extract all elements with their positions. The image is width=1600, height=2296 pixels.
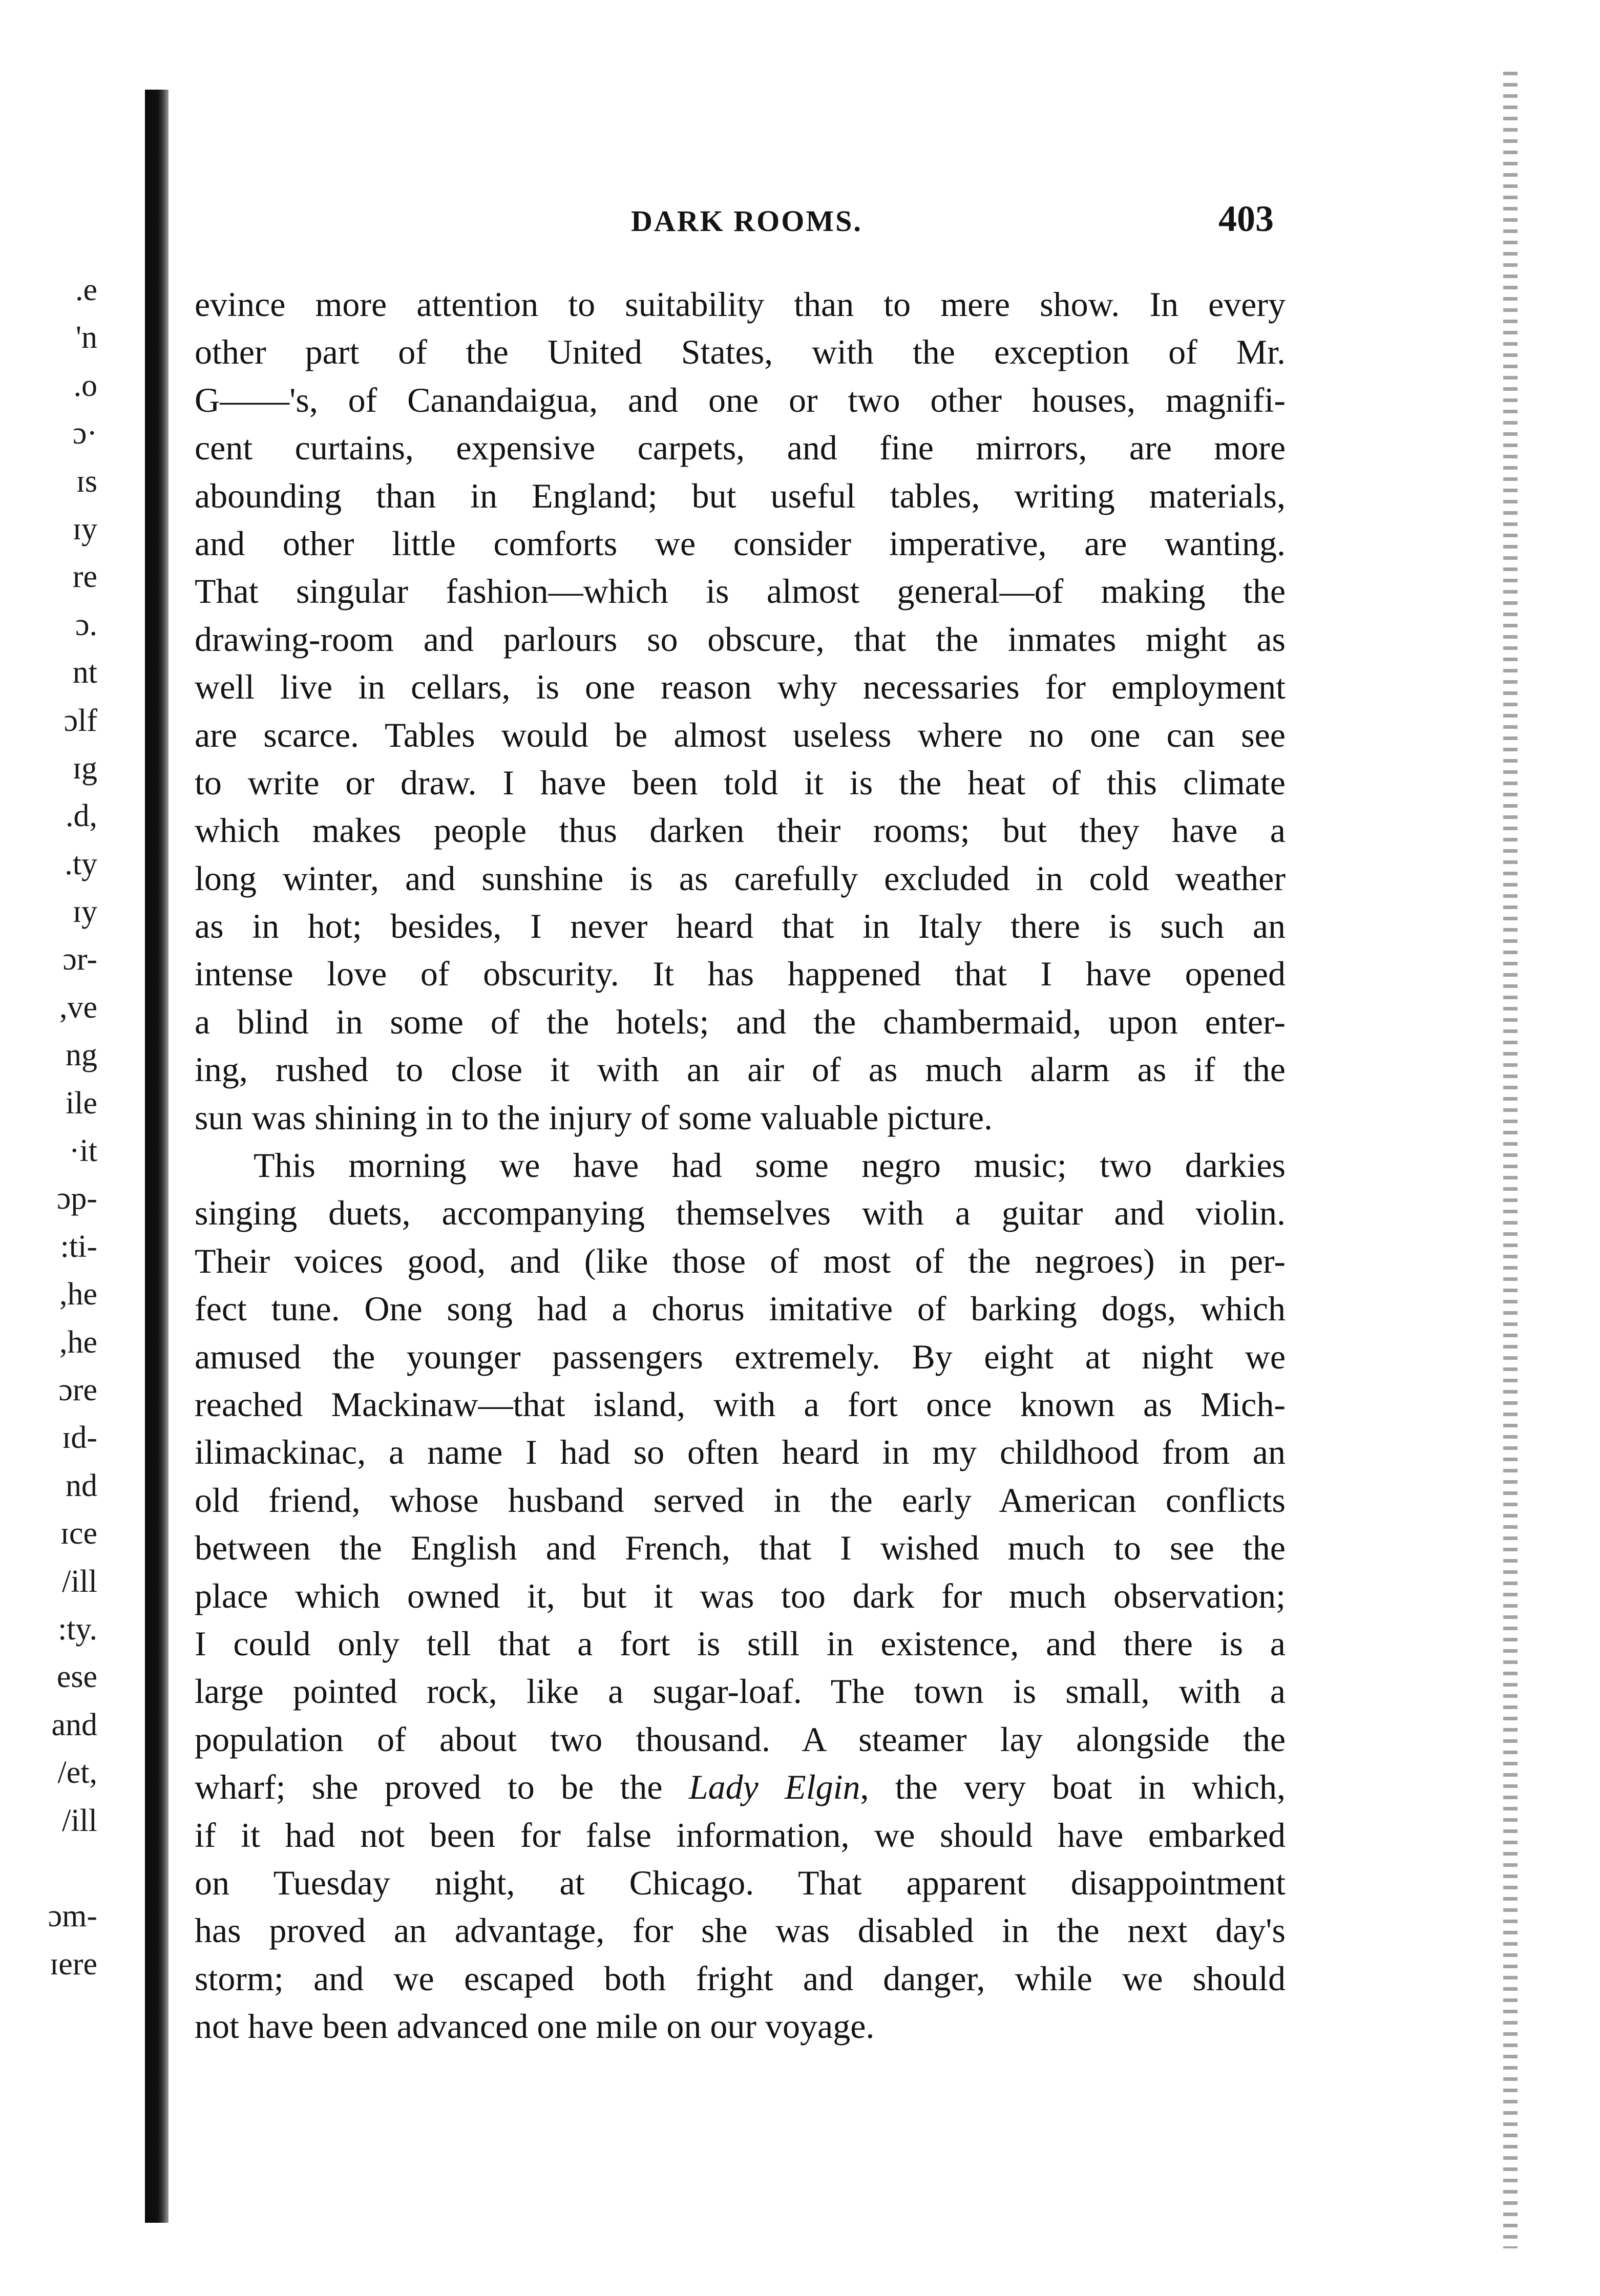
text-line: evince more attention to suitability than to mere show. In every bbox=[195, 285, 1286, 324]
text-line: and other little comforts we consider imperative, are wanting. bbox=[195, 523, 1286, 563]
text-line: long winter, and sunshine is as carefully excluded in cold weather bbox=[195, 858, 1286, 898]
text-line: between the English and French, that I wished much to see the bbox=[195, 1528, 1286, 1568]
previous-page-fragment: nt bbox=[72, 655, 97, 690]
text-line: on Tuesday night, at Chicago. That apparent disappointment bbox=[195, 1863, 1286, 1902]
previous-page-fragment: ,he bbox=[59, 1277, 97, 1312]
previous-page-fragment: ɪd- bbox=[62, 1420, 97, 1456]
page-number: 403 bbox=[1218, 198, 1274, 239]
previous-page-fragment: ng bbox=[66, 1038, 97, 1073]
page-edge-artifacts bbox=[1503, 72, 1518, 2248]
previous-page-fragment: ɔp- bbox=[56, 1181, 97, 1216]
previous-page-fragment: ɪce bbox=[60, 1516, 97, 1551]
text-line: are scarce. Tables would be almost useless where no one can see bbox=[195, 715, 1286, 754]
binding-gutter-shadow bbox=[145, 90, 169, 2223]
previous-page-fragment: .d, bbox=[66, 798, 97, 834]
previous-page-fragment: ɔr- bbox=[62, 942, 97, 977]
previous-page-fragment: /ill bbox=[62, 1564, 97, 1599]
text-line: other part of the United States, with the exception of Mr. bbox=[195, 332, 1286, 372]
text-line: has proved an advantage, for she was disabled in the next day's bbox=[195, 1911, 1286, 1950]
text-line: G——'s, of Canandaigua, and one or two other houses, magnifi- bbox=[195, 380, 1286, 419]
previous-page-fragment: ɔ. bbox=[75, 607, 97, 642]
text-line: well live in cellars, is one reason why necessaries for employment bbox=[195, 667, 1286, 707]
previous-page-fragment: ɔlf bbox=[64, 703, 97, 738]
body-text bbox=[195, 281, 1286, 2050]
text-line bbox=[195, 1763, 1286, 1811]
text-line: ilimackinac, a name I had so often heard in my childhood from an bbox=[195, 1433, 1286, 1472]
text-line: old friend, whose husband served in the early American conflicts bbox=[195, 1480, 1286, 1520]
text-line: I could only tell that a fort is still in existence, and there is a bbox=[195, 1624, 1286, 1663]
previous-page-fragment: ɪere bbox=[50, 1946, 97, 1982]
previous-page-fragment: /et, bbox=[57, 1755, 97, 1791]
previous-page-fragment: :ti- bbox=[60, 1229, 97, 1264]
running-head: DARK ROOMS. bbox=[631, 204, 862, 238]
previous-page-fragment: ,ve bbox=[59, 989, 97, 1025]
previous-page-fragment: .ty bbox=[65, 846, 97, 881]
previous-page-fragment: ɪs bbox=[76, 464, 97, 499]
previous-page-fragment: /ill bbox=[62, 1803, 97, 1838]
previous-page-fragment: ile bbox=[66, 1085, 97, 1121]
previous-page-fragment: .e bbox=[75, 272, 97, 307]
previous-page-fragment: .o bbox=[73, 368, 97, 403]
text-line: That singular fashion—which is almost general—of making the bbox=[195, 572, 1286, 611]
previous-page-fragment bbox=[0, 1845, 97, 1892]
text-fragment: , the very boat in which, bbox=[860, 1767, 1286, 1807]
text-line: sun was shining in to the injury of some valuable picture. bbox=[195, 1098, 993, 1137]
text-line: amused the younger passengers extremely. By eight at night we bbox=[195, 1337, 1286, 1376]
previous-page-fragment: :ty. bbox=[58, 1611, 97, 1647]
text-line: a blind in some of the hotels; and the chambermaid, upon enter- bbox=[195, 1002, 1286, 1041]
text-line: not have been advanced one mile on our voyage. bbox=[195, 2007, 875, 2046]
text-line: large pointed rock, like a sugar-loaf. The town is small, with a bbox=[195, 1672, 1286, 1711]
previous-page-fragment: nd bbox=[66, 1468, 97, 1503]
previous-page-edge-text bbox=[0, 266, 97, 1988]
text-line: abounding than in England; but useful tables, writing materials, bbox=[195, 476, 1286, 515]
text-line: Their voices good, and (like those of most of the negroes) in per- bbox=[195, 1241, 1286, 1280]
previous-page-fragment: ɔre bbox=[58, 1372, 97, 1407]
text-line: if it had not been for false information, we should have embarked bbox=[195, 1815, 1286, 1855]
previous-page-fragment: ɔ· bbox=[72, 416, 97, 451]
previous-page-fragment: 'n bbox=[75, 320, 97, 355]
previous-page-fragment: ,he bbox=[59, 1324, 97, 1360]
text-fragment: wharf; she proved to be the bbox=[195, 1767, 689, 1807]
text-line: singing duets, accompanying themselves with a guitar and violin. bbox=[195, 1193, 1286, 1233]
previous-page-fragment: ɪy bbox=[72, 511, 97, 546]
previous-page-fragment: ese bbox=[56, 1659, 97, 1695]
text-line: population of about two thousand. A steamer lay alongside the bbox=[195, 1719, 1286, 1759]
text-line: intense love of obscurity. It has happened that I have opened bbox=[195, 954, 1286, 994]
text-line: place which owned it, but it was too dark for much observation; bbox=[195, 1576, 1286, 1615]
text-line: reached Mackinaw—that island, with a fort once known as Mich- bbox=[195, 1384, 1286, 1424]
text-line: This morning we have had some negro music; two darkies bbox=[254, 1146, 1286, 1185]
text-line: storm; and we escaped both fright and danger, while we should bbox=[195, 1958, 1286, 1998]
text-line: ing, rushed to close it with an air of as much alarm as if the bbox=[195, 1050, 1286, 1089]
previous-page-fragment: ɪg bbox=[72, 750, 97, 786]
text-line: drawing-room and parlours so obscure, that the inmates might as bbox=[195, 619, 1286, 659]
text-line: to write or draw. I have been told it is the heat of this climate bbox=[195, 763, 1286, 802]
previous-page-fragment: ·it bbox=[69, 1133, 97, 1169]
previous-page-fragment: ɪy bbox=[72, 894, 97, 930]
previous-page-fragment: re bbox=[72, 559, 97, 595]
text-line: as in hot; besides, I never heard that in Italy there is such an bbox=[195, 907, 1286, 946]
text-line: which makes people thus darken their rooms; but they have a bbox=[195, 811, 1286, 850]
text-line: fect tune. One song had a chorus imitative of barking dogs, which bbox=[195, 1289, 1286, 1329]
previous-page-fragment: ɔm- bbox=[48, 1899, 97, 1934]
text-line: cent curtains, expensive carpets, and fine mirrors, are more bbox=[195, 428, 1286, 468]
previous-page-fragment: and bbox=[51, 1707, 97, 1742]
ship-name: Lady Elgin bbox=[688, 1767, 860, 1807]
